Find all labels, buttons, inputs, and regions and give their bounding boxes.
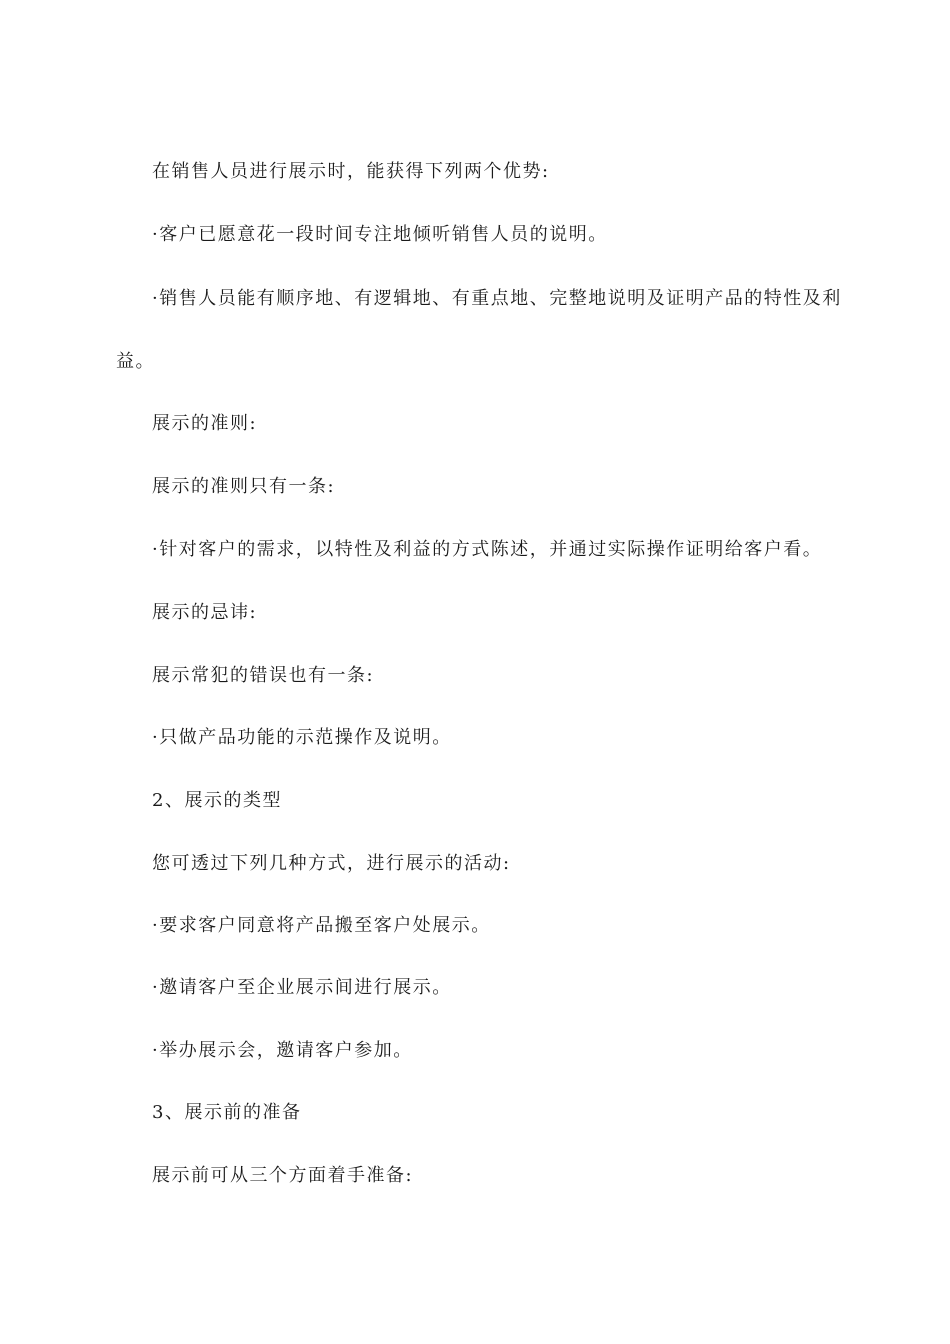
heading-presentation-taboo: 展示的忌讳: xyxy=(152,602,258,623)
bullet-salesperson-explains-continued: 益。 xyxy=(116,351,155,372)
bullet-type-exhibition: ·举办展示会，邀请客户参加。 xyxy=(152,1040,413,1061)
bullet-type-onsite: ·要求客户同意将产品搬至客户处展示。 xyxy=(152,915,491,936)
heading-presentation-principle: 展示的准则: xyxy=(152,413,258,434)
bullet-type-showroom: ·邀请客户至企业展示间进行展示。 xyxy=(152,977,452,998)
bullet-principle: ·针对客户的需求，以特性及利益的方式陈述，并通过实际操作证明给客户看。 xyxy=(152,539,823,560)
section-heading-presentation-types: 2、展示的类型 xyxy=(152,790,282,811)
paragraph-preparation-intro: 展示前可从三个方面着手准备: xyxy=(152,1165,414,1186)
paragraph-taboo-intro: 展示常犯的错误也有一条: xyxy=(152,665,375,686)
paragraph-advantages-intro: 在销售人员进行展示时，能获得下列两个优势: xyxy=(152,161,550,182)
bullet-customer-listening: ·客户已愿意花一段时间专注地倾听销售人员的说明。 xyxy=(152,224,608,245)
bullet-salesperson-explains: ·销售人员能有顺序地、有逻辑地、有重点地、完整地说明及证明产品的特性及利 xyxy=(152,288,842,309)
paragraph-types-intro: 您可透过下列几种方式，进行展示的活动: xyxy=(152,853,511,874)
paragraph-principle-intro: 展示的准则只有一条: xyxy=(152,476,336,497)
section-heading-preparation: 3、展示前的准备 xyxy=(152,1102,302,1123)
bullet-taboo: ·只做产品功能的示范操作及说明。 xyxy=(152,727,452,748)
